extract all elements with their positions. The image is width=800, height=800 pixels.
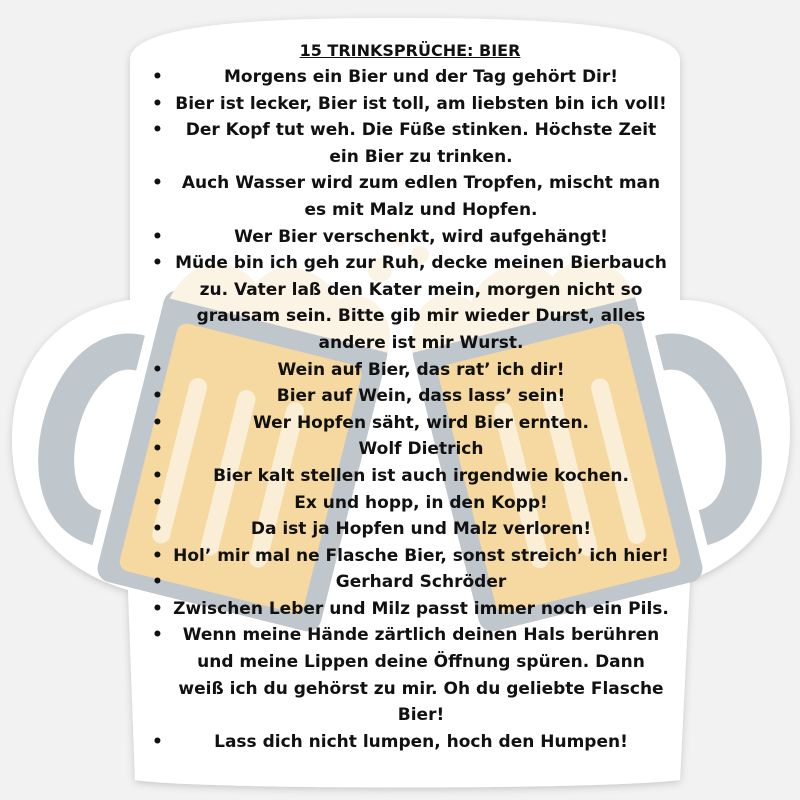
list-item xyxy=(150,117,670,170)
list-item xyxy=(150,596,670,623)
quote-text: Lass dich nicht lumpen, hoch den Humpen! xyxy=(214,731,628,752)
quote-text: Bier auf Wein, dass lass’ sein! xyxy=(276,386,566,407)
bullet-icon: • xyxy=(152,625,163,646)
quote-text: Wein auf Bier, das rat’ ich dir! xyxy=(277,359,565,380)
list-item xyxy=(150,64,670,91)
list-item xyxy=(150,463,670,490)
quote-text: Morgens ein Bier und der Tag gehört Dir! xyxy=(223,67,619,87)
bullet-icon: • xyxy=(152,492,163,513)
bullet-icon: • xyxy=(152,545,163,566)
quote-text: Der Kopf tut weh. Die Füße stinken. Höchste Zeit ein Bier zu trinken. xyxy=(185,120,657,167)
quote-text: Müde bin ich geh zur Ruh, decke meinen Bierbauch zu. Vater laß den Kater mein, morgen nicht so grausam sein. Bitte gib mir wieder Durst, alles andere ist mir Wurst. xyxy=(175,253,667,353)
list-item xyxy=(150,224,670,251)
list-item xyxy=(150,383,670,410)
quote-text: Wenn meine Hände zärtlich deinen Hals berühren und meine Lippen deine Öffnung spüren. Dann weiß ich du gehörst zu mir. Oh du geliebte Flasche Bier! xyxy=(178,625,664,726)
bullet-icon: • xyxy=(152,67,163,87)
quote-text: Da ist ja Hopfen und Malz verloren! xyxy=(250,519,592,540)
quote-text: Wer Bier verschenkt, wird aufgehängt! xyxy=(234,226,608,247)
bullet-icon: • xyxy=(152,731,163,752)
bullet-icon: • xyxy=(152,359,163,380)
quote-text: Gerhard Schröder xyxy=(335,572,507,593)
quote-text: Bier kalt stellen ist auch irgendwie kochen. xyxy=(213,465,629,486)
list-item xyxy=(150,436,670,463)
list-item xyxy=(150,569,670,596)
list-item xyxy=(150,410,670,437)
bullet-icon: • xyxy=(152,572,163,593)
quote-text: Hol’ mir mal ne Flasche Bier, sonst streich’ ich hier! xyxy=(173,545,669,566)
bullet-icon: • xyxy=(152,93,163,114)
list-item xyxy=(150,490,670,517)
quote-text: Bier ist lecker, Bier ist toll, am liebsten bin ich voll! xyxy=(175,93,667,114)
list-item xyxy=(150,170,670,223)
list-item xyxy=(150,357,670,384)
quote-text: Wer Hopfen säht, wird Bier ernten. xyxy=(252,412,590,433)
quotes-panel xyxy=(150,38,670,755)
bullet-icon: • xyxy=(152,598,163,619)
list-item xyxy=(150,250,670,356)
quote-text: Wolf Dietrich xyxy=(358,439,484,460)
bullet-icon: • xyxy=(152,120,163,141)
quote-text: Auch Wasser wird zum edlen Tropfen, mischt man es mit Malz und Hopfen. xyxy=(181,173,661,220)
bullet-icon: • xyxy=(152,412,163,433)
bullet-icon: • xyxy=(152,253,163,274)
bullet-icon: • xyxy=(152,173,163,194)
quote-text: Zwischen Leber und Milz passt immer noch ein Pils. xyxy=(173,598,669,619)
bullet-icon: • xyxy=(152,439,163,460)
list-item xyxy=(150,622,670,728)
bullet-icon: • xyxy=(152,465,163,486)
list-item xyxy=(150,543,670,570)
bullet-icon: • xyxy=(152,519,163,540)
page-title: 15 TRINKSPRÜCHE: BIER xyxy=(299,41,521,60)
bullet-icon: • xyxy=(152,386,163,407)
list-item xyxy=(150,516,670,543)
quote-list xyxy=(150,64,670,755)
list-item xyxy=(150,91,670,118)
bullet-icon: • xyxy=(152,226,163,247)
quote-text: Ex und hopp, in den Kopp! xyxy=(294,492,548,513)
list-item xyxy=(150,729,670,756)
